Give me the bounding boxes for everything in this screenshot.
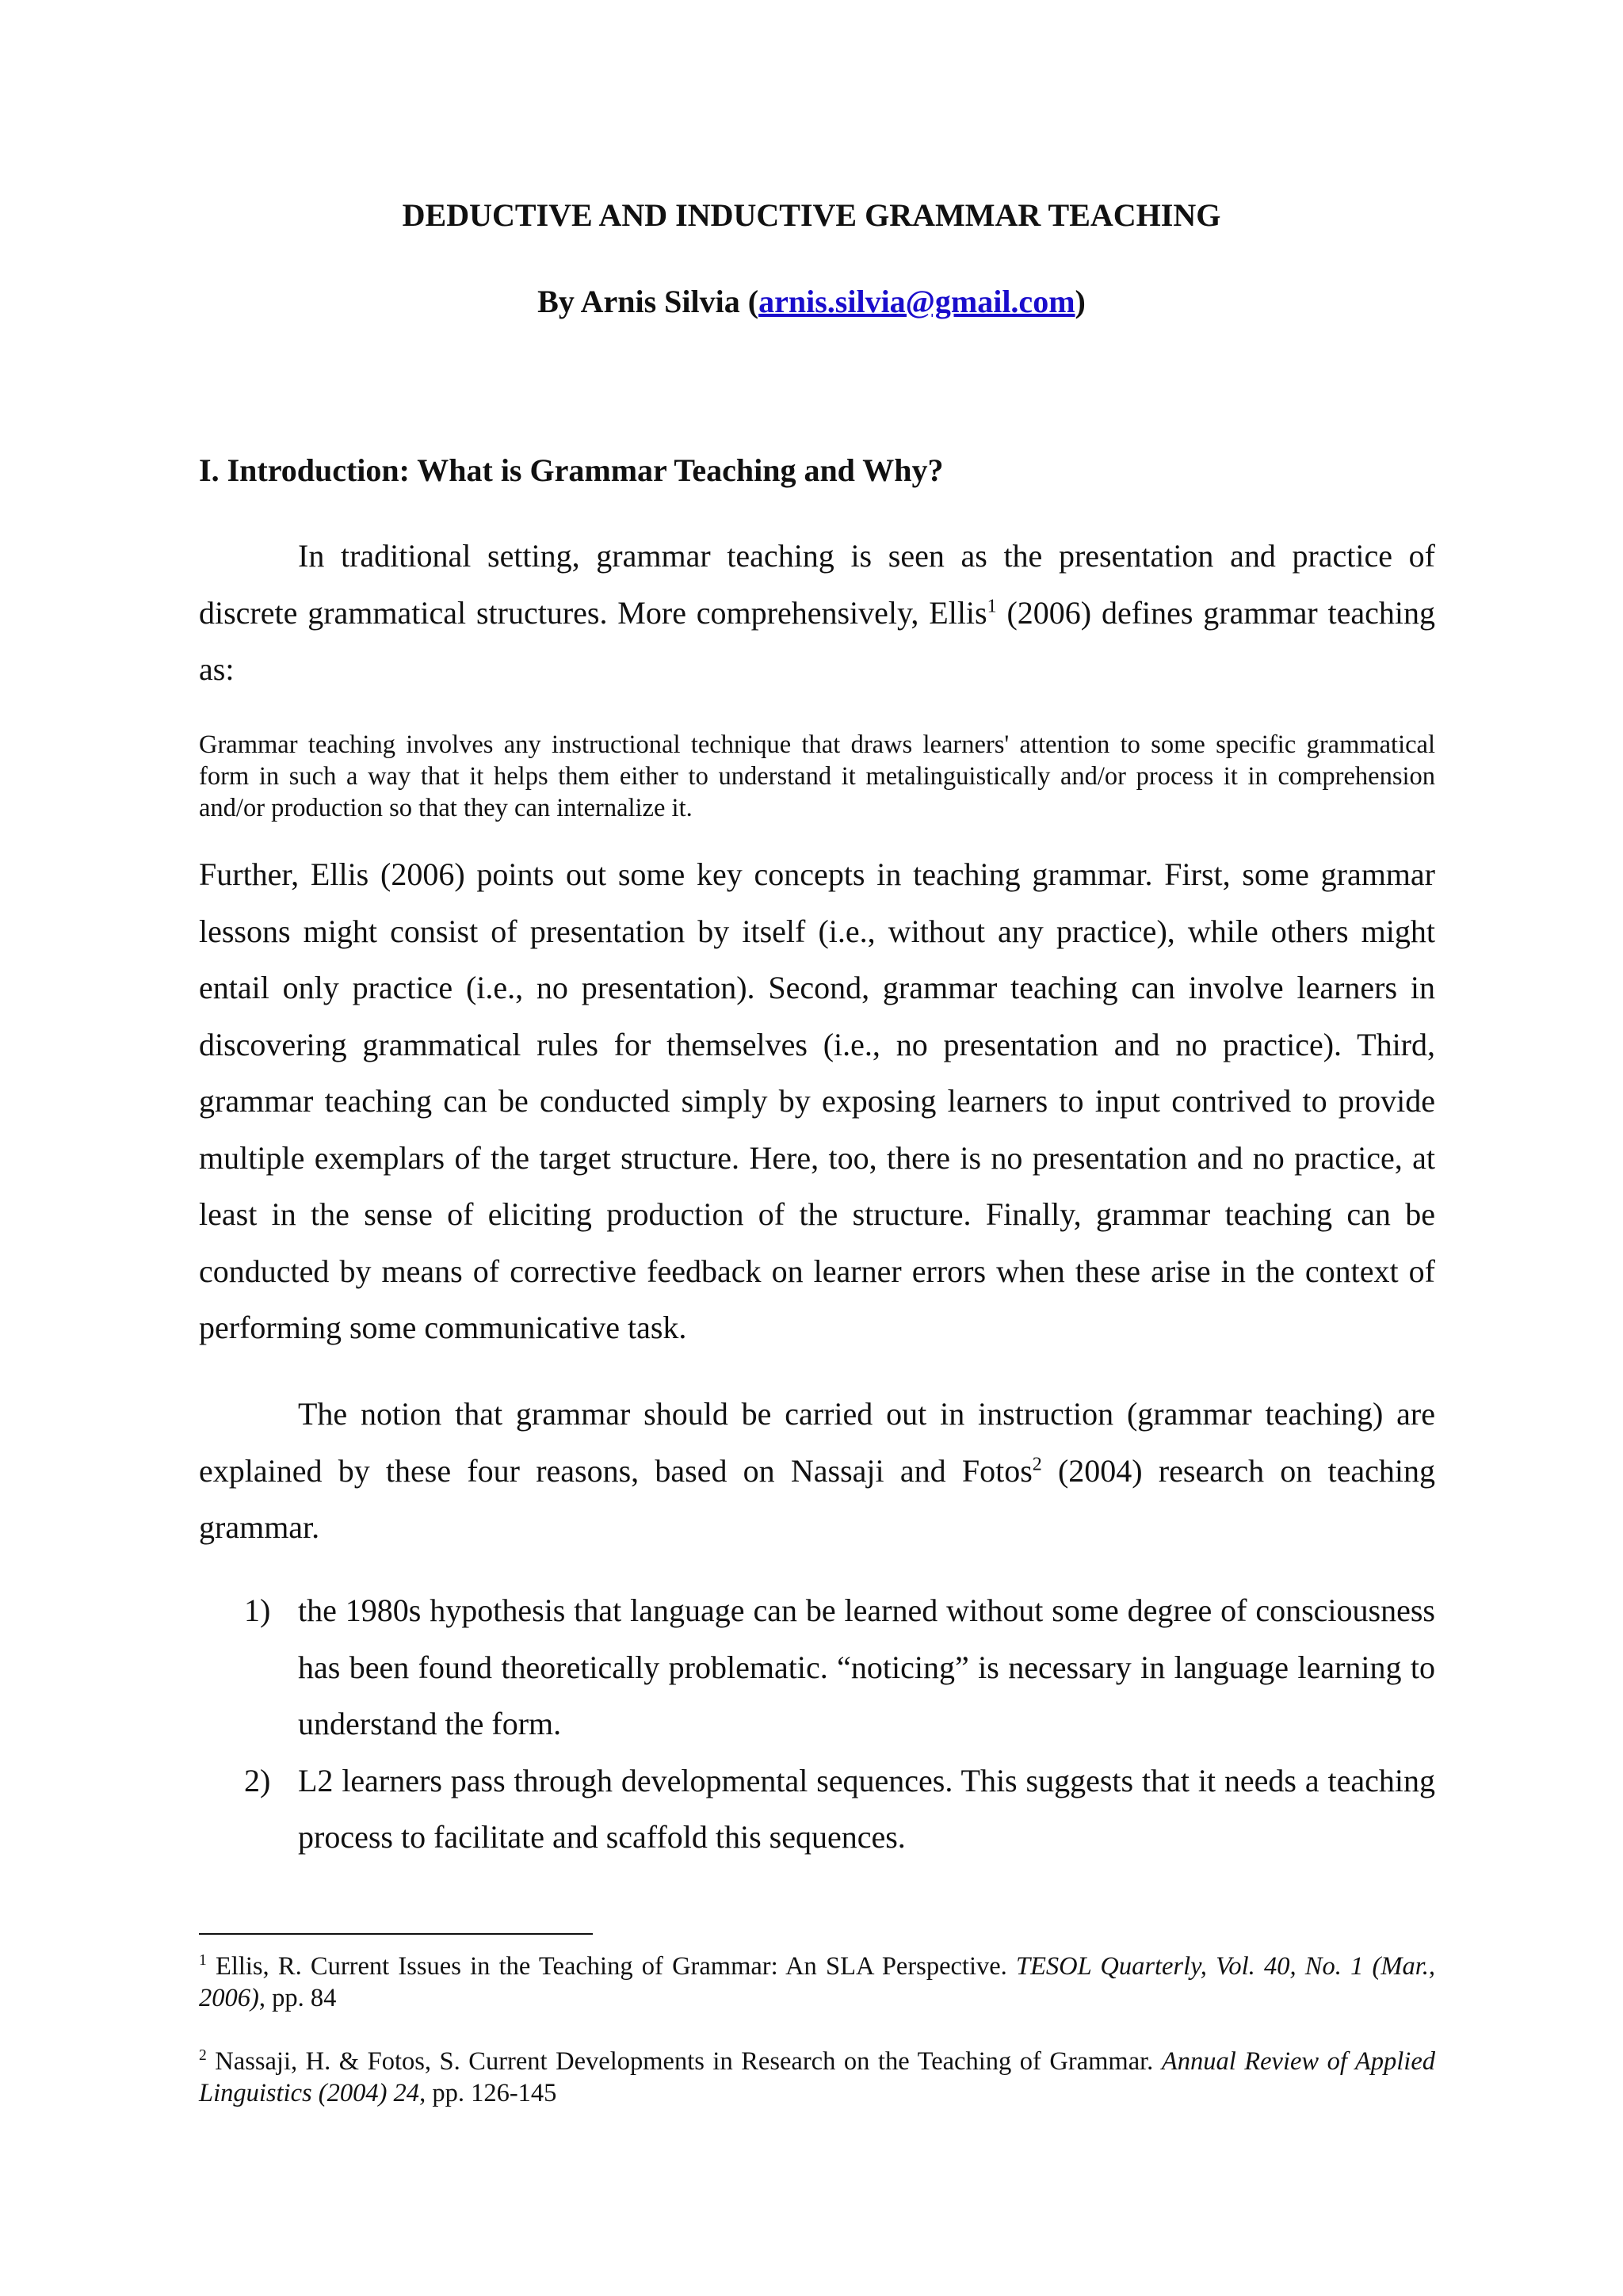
reasons-intro-paragraph bbox=[199, 1386, 1435, 1556]
key-concepts-paragraph: Further, Ellis (2006) points out some key concepts in teaching grammar. First, some grammar lessons might consist of presentation by itself (i.e., without any practice), while others might entail only practice (i.e., no presentation). Second, grammar teaching can involve learners in discovering grammatical rules for themselves (i.e., no presentation and no practice). Third, grammar teaching can be conducted simply by exposing learners to input contrived to provide multiple exemplars of the target structure. Here, too, there is no presentation and no practice, at least in the sense of eliciting production of the structure. Finally, grammar teaching can be conducted by means of corrective feedback on learner errors when these arise in the context of performing some communicative task. bbox=[199, 856, 1435, 1345]
list-item bbox=[199, 1582, 1435, 1753]
footnote-pages: , pp. 126-145 bbox=[419, 2079, 557, 2107]
footnote-ref-1[interactable]: 1 bbox=[987, 596, 997, 617]
footnote-source: Annual Review of Applied Linguistics (2004) 24 bbox=[199, 2047, 1435, 2107]
document-title: DEDUCTIVE AND INDUCTIVE GRAMMAR TEACHING bbox=[402, 197, 1221, 233]
list-item-text: the 1980s hypothesis that language can be learned without some degree of consciousness has been found theoretically problematic. “noticing” is necessary in language learning to understand the form. bbox=[298, 1592, 1435, 1741]
footnote-mark: 1 bbox=[199, 1952, 207, 1970]
byline-prefix: By Arnis Silvia ( bbox=[537, 284, 759, 319]
byline-suffix: ) bbox=[1075, 284, 1086, 319]
list-item-number: 1) bbox=[244, 1592, 271, 1628]
author-email-link[interactable]: arnis.silvia@gmail.com bbox=[758, 284, 1075, 319]
footnote-2 bbox=[199, 2046, 1435, 2109]
intro-paragraph bbox=[199, 528, 1435, 698]
footnote-1 bbox=[199, 1951, 1435, 2014]
footnote-text: Nassaji, H. & Fotos, S. Current Developments in Research on the Teaching of Grammar. bbox=[206, 2047, 1162, 2076]
footnote-source: TESOL Quarterly, Vol. 40, No. 1 (Mar., 2006) bbox=[199, 1952, 1435, 2012]
list-item bbox=[199, 1753, 1435, 1866]
reasons-list bbox=[199, 1582, 1435, 1866]
intro-text-continued: (2006) defines grammar teaching as: bbox=[199, 594, 1435, 687]
footnote-ref-2[interactable]: 2 bbox=[1032, 1454, 1042, 1475]
section-heading: I. Introduction: What is Grammar Teaching and Why? bbox=[199, 452, 944, 488]
list-item-text: L2 learners pass through developmental sequences. This suggests that it needs a teaching process to facilitate and scaffold this sequences. bbox=[298, 1762, 1435, 1855]
footnote-separator bbox=[199, 1933, 593, 1935]
footnote-text: Ellis, R. Current Issues in the Teaching of Grammar: An SLA Perspective. bbox=[206, 1952, 1016, 1981]
author-byline bbox=[0, 283, 1623, 321]
reasons-intro-text-continued: (2004) research on teaching grammar. bbox=[199, 1452, 1435, 1545]
footnote-mark: 2 bbox=[199, 2047, 207, 2065]
reasons-intro-text: The notion that grammar should be carried out in instruction (grammar teaching) are explained by these four reasons, based on Nassaji and Fotos bbox=[199, 1396, 1435, 1489]
intro-text: In traditional setting, grammar teaching is seen as the presentation and practice of discrete grammatical structures. More comprehensively, Ellis bbox=[199, 538, 1435, 631]
list-item-number: 2) bbox=[244, 1762, 271, 1798]
footnote-pages: , pp. 84 bbox=[258, 1984, 337, 2012]
block-quote: Grammar teaching involves any instructional technique that draws learners' attention to some specific grammatical form in such a way that it helps them either to understand it metalinguistically and/or process it in comprehension and/or production so that they can internalize it. bbox=[199, 730, 1435, 822]
